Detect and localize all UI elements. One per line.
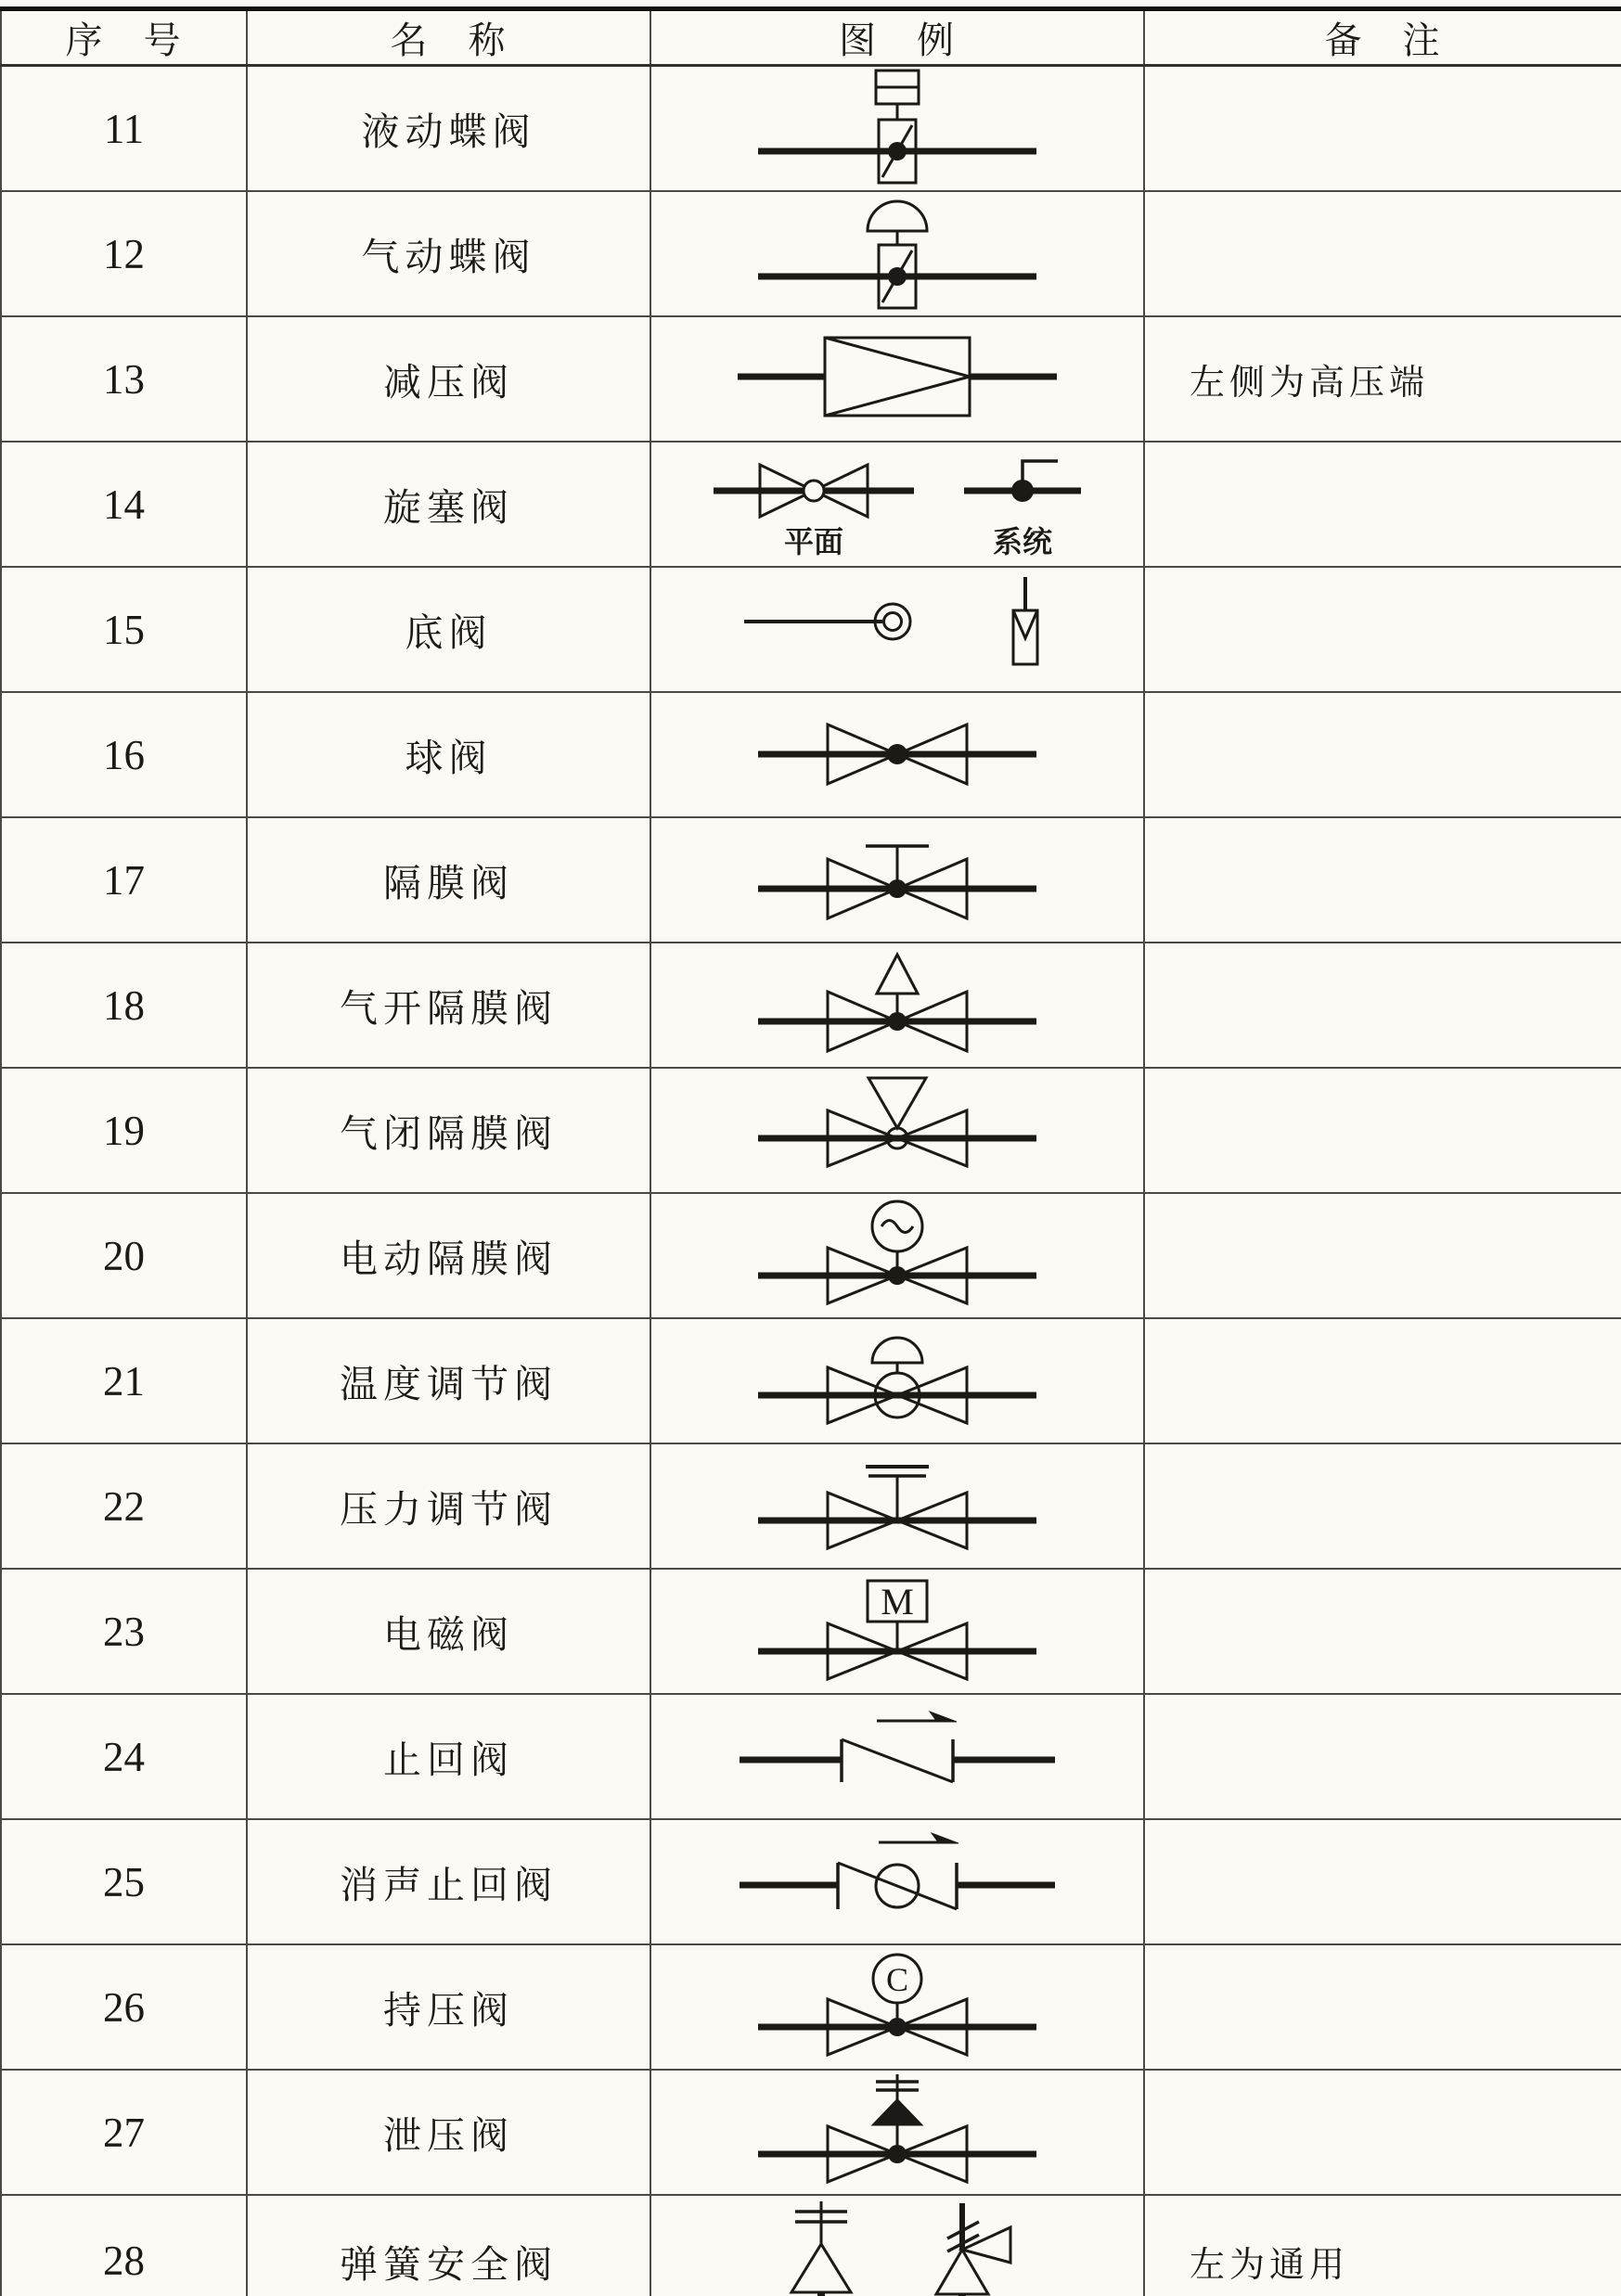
name-cell: 底阀	[247, 567, 650, 692]
pressure-sustaining-valve-icon	[656, 1945, 1139, 2069]
table-row	[1, 1819, 1621, 1944]
remark-cell	[1144, 1193, 1621, 1318]
control-letter: C	[885, 1961, 909, 1998]
serial-cell: 22	[1, 1443, 247, 1569]
symbol-cell	[650, 1694, 1144, 1819]
table-row	[1, 2195, 1621, 2296]
remark-cell	[1144, 191, 1621, 316]
table-row	[1, 1569, 1621, 1694]
name-cell: 持压阀	[247, 1944, 650, 2070]
table-row	[1, 943, 1621, 1068]
table-row	[1, 1068, 1621, 1193]
table-row	[1, 2070, 1621, 2195]
remark-cell	[1144, 2070, 1621, 2195]
electric-diaphragm-valve-icon	[656, 1194, 1139, 1317]
symbol-cell	[650, 442, 1144, 567]
table-row	[1, 1694, 1621, 1819]
foot-valve-icon	[656, 568, 1139, 691]
symbol-cell	[650, 817, 1144, 943]
symbol-cell	[650, 1944, 1144, 2070]
pneumatic-butterfly-valve-icon	[656, 192, 1139, 315]
col-header-symbol: 图 例	[650, 9, 1144, 66]
name-cell: 旋塞阀	[247, 442, 650, 567]
symbol-cell	[650, 1068, 1144, 1193]
symbol-cell	[650, 692, 1144, 817]
col-header-name: 名 称	[247, 9, 650, 66]
symbol-cell	[650, 943, 1144, 1068]
serial-cell: 18	[1, 943, 247, 1068]
table-row	[1, 817, 1621, 943]
remark-cell: 左为通用	[1144, 2195, 1621, 2296]
remark-cell	[1144, 1819, 1621, 1944]
motor-letter: M	[881, 1581, 914, 1623]
symbol-cell	[650, 66, 1144, 192]
name-cell: 气开隔膜阀	[247, 943, 650, 1068]
remark-cell	[1144, 1944, 1621, 2070]
name-cell: 气动蝶阀	[247, 191, 650, 316]
header-row	[1, 9, 1621, 66]
pressure-reducing-valve-icon	[656, 317, 1139, 441]
name-cell: 减压阀	[247, 316, 650, 442]
name-cell: 球阀	[247, 692, 650, 817]
remark-cell	[1144, 1443, 1621, 1569]
name-cell: 电动隔膜阀	[247, 1193, 650, 1318]
serial-cell: 13	[1, 316, 247, 442]
serial-cell: 28	[1, 2195, 247, 2296]
plan-view-label: 平面	[783, 525, 844, 558]
remark-cell	[1144, 1068, 1621, 1193]
serial-cell: 16	[1, 692, 247, 817]
table-row	[1, 1193, 1621, 1318]
remark-cell	[1144, 1569, 1621, 1694]
symbol-cell	[650, 1443, 1144, 1569]
remark-cell: 左侧为高压端	[1144, 316, 1621, 442]
check-valve-icon	[656, 1695, 1139, 1818]
table-row	[1, 66, 1621, 192]
symbol-cell	[650, 191, 1144, 316]
name-cell: 气闭隔膜阀	[247, 1068, 650, 1193]
table-row	[1, 1318, 1621, 1443]
name-cell: 隔膜阀	[247, 817, 650, 943]
serial-cell: 26	[1, 1944, 247, 2070]
symbol-cell	[650, 1819, 1144, 1944]
hydraulic-butterfly-valve-icon	[656, 67, 1139, 190]
serial-cell: 25	[1, 1819, 247, 1944]
remark-cell	[1144, 442, 1621, 567]
pressure-relief-valve-icon	[656, 2071, 1139, 2194]
remark-cell	[1144, 1694, 1621, 1819]
table-row	[1, 692, 1621, 817]
name-cell: 弹簧安全阀	[247, 2195, 650, 2296]
col-header-remark: 备 注	[1144, 9, 1621, 66]
table-row	[1, 1443, 1621, 1569]
name-cell: 消声止回阀	[247, 1819, 650, 1944]
serial-cell: 23	[1, 1569, 247, 1694]
name-cell: 止回阀	[247, 1694, 650, 1819]
name-cell: 压力调节阀	[247, 1443, 650, 1569]
table-row	[1, 567, 1621, 692]
serial-cell: 14	[1, 442, 247, 567]
symbol-cell	[650, 1318, 1144, 1443]
serial-cell: 17	[1, 817, 247, 943]
remark-cell	[1144, 692, 1621, 817]
serial-cell: 24	[1, 1694, 247, 1819]
symbol-cell	[650, 1569, 1144, 1694]
symbol-cell	[650, 2070, 1144, 2195]
remark-cell	[1144, 66, 1621, 192]
solenoid-valve-icon	[656, 1570, 1139, 1693]
name-cell: 电磁阀	[247, 1569, 650, 1694]
serial-cell: 20	[1, 1193, 247, 1318]
diaphragm-valve-icon	[656, 818, 1139, 942]
system-view-label: 系统	[992, 525, 1053, 558]
table-row	[1, 442, 1621, 567]
serial-cell: 27	[1, 2070, 247, 2195]
symbol-cell	[650, 2195, 1144, 2296]
air-open-diaphragm-valve-icon	[656, 943, 1139, 1067]
serial-cell: 19	[1, 1068, 247, 1193]
remark-cell	[1144, 817, 1621, 943]
serial-cell: 12	[1, 191, 247, 316]
serial-cell: 11	[1, 66, 247, 192]
name-cell: 温度调节阀	[247, 1318, 650, 1443]
silent-check-valve-icon	[656, 1820, 1139, 1943]
serial-cell: 15	[1, 567, 247, 692]
pressure-regulating-valve-icon	[656, 1444, 1139, 1568]
table-row	[1, 316, 1621, 442]
ball-valve-icon	[656, 693, 1139, 816]
symbol-cell	[650, 567, 1144, 692]
symbol-cell	[650, 316, 1144, 442]
spring-safety-valve-icon	[656, 2196, 1139, 2296]
name-cell: 液动蝶阀	[247, 66, 650, 192]
valve-legend-table	[0, 6, 1621, 2296]
serial-cell: 21	[1, 1318, 247, 1443]
table-row	[1, 1944, 1621, 2070]
temperature-regulating-valve-icon	[656, 1319, 1139, 1443]
table-row	[1, 191, 1621, 316]
name-cell: 泄压阀	[247, 2070, 650, 2195]
air-closed-diaphragm-valve-icon	[656, 1069, 1139, 1192]
col-header-serial: 序 号	[1, 9, 247, 66]
remark-cell	[1144, 1318, 1621, 1443]
remark-cell	[1144, 567, 1621, 692]
remark-cell	[1144, 943, 1621, 1068]
plug-valve-icon	[656, 443, 1139, 566]
symbol-cell	[650, 1193, 1144, 1318]
